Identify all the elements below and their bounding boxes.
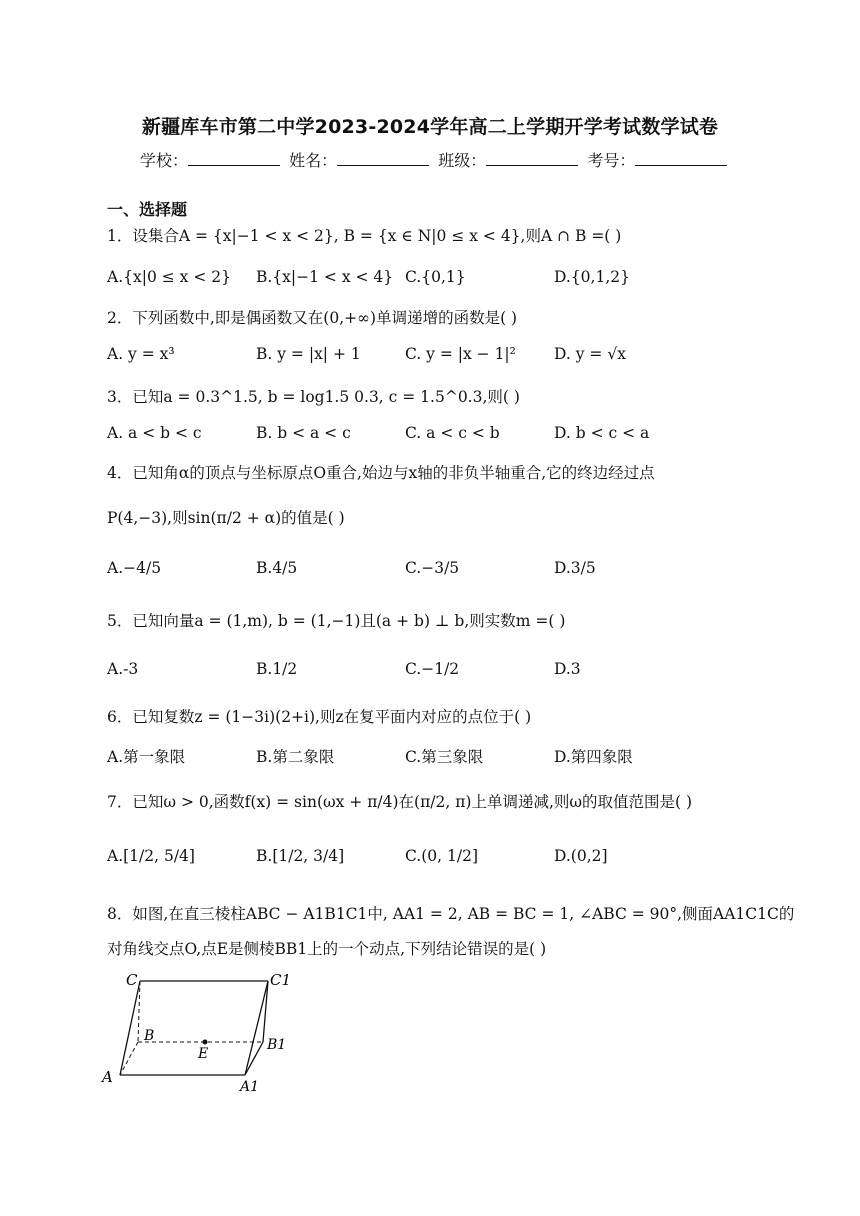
q1-option-a[interactable]: A.{x|0 ≤ x < 2}: [107, 268, 231, 286]
question-2-text: 下列函数中,即是偶函数又在(0,+∞)单调递增的函数是( ): [132, 309, 518, 327]
question-2-stem: 2．下列函数中,即是偶函数又在(0,+∞)单调递增的函数是( ): [107, 309, 518, 327]
label-b: B: [144, 1028, 155, 1044]
question-4-stem-line2: P(4,−3),则sin(π/2 + α)的值是( ): [107, 509, 345, 527]
q7-option-c[interactable]: C.(0, 1/2]: [405, 847, 478, 865]
q3-option-c[interactable]: C. a < c < b: [405, 424, 500, 442]
q4-option-a[interactable]: A.−4/5: [107, 559, 162, 577]
name-label: 姓名：: [289, 151, 338, 170]
q5-option-c[interactable]: C.−1/2: [405, 660, 460, 678]
label-a: A: [102, 1068, 113, 1086]
q7-option-a[interactable]: A.[1/2, 5/4]: [107, 847, 195, 865]
question-4-text-1: 已知角α的顶点与坐标原点O重合,始边与x轴的非负半轴重合,它的终边经过点: [132, 464, 655, 482]
school-blank[interactable]: [188, 151, 280, 166]
q3-option-d[interactable]: D. b < c < a: [554, 424, 650, 442]
question-6-stem: 6．已知复数z = (1−3i)(2+i),则z在复平面内对应的点位于( ): [107, 708, 532, 726]
name-blank[interactable]: [337, 151, 429, 166]
question-8-text-1: 如图,在直三棱柱ABC − A1B1C1中, AA1 = 2, AB = BC = 1, ∠ABC = 90°,侧面AA1C1C的: [132, 905, 795, 923]
prism-figure: [100, 965, 300, 1095]
question-5-stem: 5．已知向量a = (1,m), b = (1,−1)且(a + b) ⊥ b,则实数m =( ): [107, 612, 566, 630]
q7-option-b[interactable]: B.[1/2, 3/4]: [256, 847, 345, 865]
class-blank[interactable]: [486, 151, 578, 166]
q6-option-a[interactable]: A.第一象限: [107, 748, 186, 766]
question-3-stem: 3．已知a = 0.3^1.5, b = log1.5 0.3, c = 1.5^0.3,则( ): [107, 388, 520, 406]
label-e: E: [198, 1046, 209, 1062]
label-c1: C1: [270, 971, 292, 989]
point-e: [203, 1040, 208, 1045]
question-7-stem: 7．已知ω > 0,函数f(x) = sin(ωx + π/4)在(π/2, π)上单调递减,则ω的取值范围是( ): [107, 793, 693, 811]
question-8-stem-line1: 8．如图,在直三棱柱ABC − A1B1C1中, AA1 = 2, AB = BC = 1, ∠ABC = 90°,侧面AA1C1C的: [107, 905, 795, 923]
school-label: 学校：: [140, 151, 189, 170]
label-c: C: [126, 971, 138, 989]
number-blank[interactable]: [635, 151, 727, 166]
question-1-stem: 1．设集合A = {x|−1 < x < 2}, B = {x ∈ N|0 ≤ x < 4},则A ∩ B =( ): [107, 227, 622, 245]
q4-option-d[interactable]: D.3/5: [554, 559, 596, 577]
q6-option-c[interactable]: C.第三象限: [405, 748, 484, 766]
q2-option-c[interactable]: C. y = |x − 1|²: [405, 345, 516, 363]
question-6-text: 已知复数z = (1−3i)(2+i),则z在复平面内对应的点位于( ): [132, 708, 532, 726]
q3-option-b[interactable]: B. b < a < c: [256, 424, 351, 442]
number-label: 考号：: [587, 151, 636, 170]
q5-option-d[interactable]: D.3: [554, 660, 581, 678]
q1-option-d[interactable]: D.{0,1,2}: [554, 268, 630, 286]
q3-option-a[interactable]: A. a < b < c: [107, 424, 202, 442]
q6-option-d[interactable]: D.第四象限: [554, 748, 633, 766]
q6-option-b[interactable]: B.第二象限: [256, 748, 335, 766]
question-7-text: 已知ω > 0,函数f(x) = sin(ωx + π/4)在(π/2, π)上单调递减,则ω的取值范围是( ): [132, 793, 693, 811]
q5-option-b[interactable]: B.1/2: [256, 660, 298, 678]
q4-option-c[interactable]: C.−3/5: [405, 559, 460, 577]
student-info-row: [140, 148, 731, 171]
q2-option-a[interactable]: A. y = x³: [107, 345, 175, 363]
exam-title: 新疆库车市第二中学2023-2024学年高二上学期开学考试数学试卷: [141, 116, 719, 138]
q2-option-d[interactable]: D. y = √x: [554, 345, 626, 363]
question-8-stem-line2: 对角线交点O,点E是侧棱BB1上的一个动点,下列结论错误的是( ): [107, 940, 547, 958]
q5-option-a[interactable]: A.-3: [107, 660, 139, 678]
question-3-text: 已知a = 0.3^1.5, b = log1.5 0.3, c = 1.5^0.3,则( ): [132, 388, 520, 406]
label-b1: B1: [267, 1037, 287, 1053]
edge-c-a: [120, 981, 140, 1075]
question-5-text: 已知向量a = (1,m), b = (1,−1)且(a + b) ⊥ b,则实数m =( ): [132, 612, 566, 630]
class-label: 班级：: [438, 151, 487, 170]
edge-b-a: [120, 1042, 138, 1075]
question-4-stem-line1: 4．已知角α的顶点与坐标原点O重合,始边与x轴的非负半轴重合,它的终边经过点: [107, 464, 655, 482]
question-1-text: 设集合A = {x|−1 < x < 2}, B = {x ∈ N|0 ≤ x < 4},则A ∩ B =( ): [132, 227, 622, 245]
label-a1: A1: [240, 1079, 260, 1095]
section-heading: 一、选择题: [107, 200, 188, 219]
q1-option-c[interactable]: C.{0,1}: [405, 268, 466, 286]
q1-option-b[interactable]: B.{x|−1 < x < 4}: [256, 268, 394, 286]
q2-option-b[interactable]: B. y = |x| + 1: [256, 345, 361, 363]
edge-b1-a1: [245, 1042, 263, 1075]
q7-option-d[interactable]: D.(0,2]: [554, 847, 608, 865]
q4-option-b[interactable]: B.4/5: [256, 559, 298, 577]
